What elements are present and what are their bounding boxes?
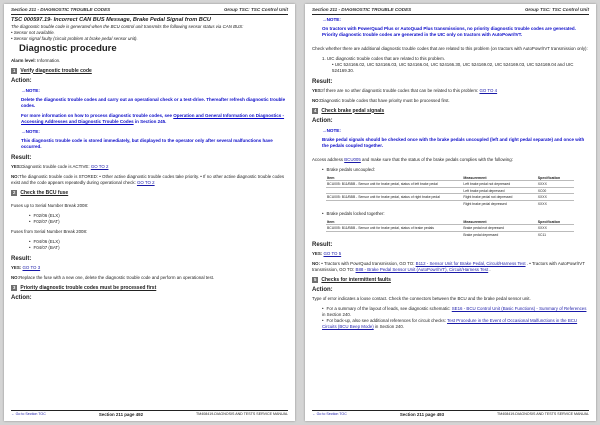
- no-result: [11, 174, 288, 186]
- fuse-list: [11, 239, 288, 251]
- no-text: . • Tractors with AutoPowr/IVT transmission, GO TO:: [312, 260, 585, 272]
- list-subitem: • UIC 524166.02, UIC 524166.03, UIC 524166.04, UIC 524166.30, UIC 524169.02, UIC 524169.03, UIC 524169.04 and UIC 524169.30.: [332, 61, 574, 73]
- table-row: [326, 194, 574, 201]
- error-type-text: Type of error indicates a loose contact. Check the connectors between the BCU and the brake pedal sensor unit.: [312, 295, 531, 301]
- note-text-part: For more information on how to process diagnostic trouble codes, see: [21, 112, 174, 118]
- result-label: Result:: [11, 154, 32, 161]
- note-label: →NOTE:: [21, 128, 40, 134]
- step-number: 1: [13, 67, 16, 73]
- note-box: [11, 88, 288, 150]
- table-row: [326, 181, 574, 188]
- column-header: Item: [327, 219, 335, 224]
- fuse-list: [11, 213, 288, 225]
- list-item: • F02/07 (BAT): [29, 219, 288, 225]
- alarm-label: Alarm level:: [11, 57, 36, 63]
- table-cell: Brake pedal depressed: [462, 232, 536, 238]
- step-number: 4: [314, 107, 317, 113]
- list-item: [322, 306, 589, 318]
- yes-label: YES:: [312, 250, 323, 256]
- diagnostics-info-link[interactable]: Operation and General Information on Diagnostics - Accessing Addresses and Diagnostic Trouble Codes: [21, 112, 285, 124]
- table-cell: XXXX: [537, 194, 574, 201]
- table-cell: XXXX: [537, 225, 574, 232]
- page-header: [11, 7, 288, 15]
- tsc-title: TSC 000597.19- Incorrect CAN BUS Message, Brake Pedal Signal from BCU: [11, 16, 211, 23]
- table-cell: [326, 232, 462, 238]
- table-cell: XC11: [537, 232, 574, 238]
- goto-5-link[interactable]: GO TO 5: [323, 250, 342, 256]
- result-label: Result:: [11, 256, 32, 263]
- note-text: This diagnostic trouble code is stored immediately, but displayed to the operator only after several malfunctions have occurred.: [21, 137, 273, 149]
- goto-3-link[interactable]: GO TO 3: [22, 265, 41, 271]
- no-label: NO:: [11, 275, 20, 281]
- step-title: Verify diagnostic trouble code: [20, 67, 92, 74]
- result-label: Result:: [312, 241, 333, 248]
- table-row: [326, 232, 574, 238]
- yes-text: Diagnostic trouble code is ACTIVE:: [21, 163, 91, 169]
- list-item: • Brake pedals uncoupled:: [322, 167, 589, 173]
- left-page: [4, 4, 295, 421]
- step-2-heading: [11, 190, 288, 196]
- step-number: 5: [314, 276, 317, 282]
- no-text: Diagnostic trouble codes that have priority must be processed first.: [320, 97, 450, 103]
- list-text: in Section 240.: [373, 324, 405, 330]
- header-group: Group TSC: TSC Control Unit: [223, 7, 288, 12]
- section-toc-link[interactable]: ← Go to Section TOC: [312, 412, 347, 416]
- column-header: Measurement: [463, 219, 487, 224]
- bcu005-link[interactable]: BCU005: [344, 156, 361, 162]
- note-box: [312, 128, 589, 149]
- no-result: [11, 275, 288, 281]
- column-header: Specification: [537, 219, 561, 224]
- table-cell: XXXX: [537, 201, 574, 207]
- page-footer: [11, 410, 288, 418]
- note-label: →NOTE:: [322, 127, 341, 133]
- goto-2-link[interactable]: GO TO 2: [136, 179, 155, 185]
- no-text: .: [488, 266, 491, 272]
- step-title: Check the BCU fuse: [20, 189, 69, 196]
- beep-mode-test-link[interactable]: Test Procedure in the Event of Occasional Malfunctions in the BCU Circuits (BCU Beep Mode): [322, 318, 578, 330]
- no-label: NO:: [312, 97, 321, 103]
- page-footer: [312, 410, 589, 418]
- header-section: Section 211 - DIAGNOSTIC TROUBLE CODES: [11, 7, 111, 12]
- table-cell: Left brake pedal not depressed: [462, 181, 536, 188]
- alarm-value: Information.: [37, 57, 61, 63]
- no-label: NO:: [11, 173, 20, 179]
- header-group: Group TSC: TSC Control Unit: [524, 7, 589, 12]
- se16-schematic-link[interactable]: SE16 - BCU Control Unit (Basic Functions) - Summary of References: [451, 305, 587, 311]
- note-text: Brake pedal signals should be checked once with the brake pedals uncoupled (left and right pedal separate) and once with the pedals coupled together.: [322, 136, 585, 148]
- fuses-up-label: Fuses up to Serial Number Break 2008:: [11, 202, 89, 208]
- column-header: Item: [327, 175, 335, 180]
- b112-test-link[interactable]: B112 - Sensor Unit for Brake Pedal, Circuit/Harness Test: [415, 260, 526, 266]
- action-label: Action:: [11, 77, 32, 84]
- table-row: [326, 201, 574, 207]
- right-page: [305, 4, 596, 421]
- no-text: Replace the fuse with a new one, delete the diagnostic trouble code and perform an operational test.: [19, 275, 215, 281]
- header-section: Section 211 - DIAGNOSTIC TROUBLE CODES: [312, 7, 412, 12]
- table-cell: Brake pedal not depressed: [462, 225, 536, 232]
- b88-test-link[interactable]: B88 - Brake Pedal Sensor Unit (AutoPowr/IVT), Circuit/Harness Test: [355, 266, 489, 272]
- yes-label: YES:: [11, 163, 22, 169]
- result-label: Result:: [312, 78, 333, 85]
- yes-label: YES:: [11, 265, 22, 271]
- fuses-from-label: Fuses from Serial Number Break 2008:: [11, 228, 88, 234]
- step-title: Checks for intermittent faults: [321, 276, 391, 283]
- table-row: [326, 225, 574, 232]
- intro-line: • Sensor signal faulty (circuit problem at brake pedal sensor unit).: [11, 35, 138, 41]
- table-cell: XXXX: [537, 181, 574, 188]
- access-text-part: and make sure that the status of the brake pedals complies with the following:: [360, 156, 513, 162]
- manual-name: TM408419-DIAGNOSIS AND TESTS SERVICE MANUAL: [497, 412, 589, 416]
- step-number: 2: [13, 189, 16, 195]
- spec-table-uncoupled: [326, 175, 574, 207]
- no-result: [312, 98, 589, 104]
- list-text: For a summary of the layout of leads, see diagnostic schematic:: [326, 305, 452, 311]
- step-title: Priority diagnostic trouble codes must be processed first: [20, 285, 157, 292]
- table-cell: Right brake pedal not depressed: [462, 194, 536, 201]
- list-item: 1. UIC diagnostic trouble codes that are related to this problem.: [322, 55, 446, 61]
- no-result: NO: • Tractors with PowrQuad transmission, GO TO: B112 - Sensor Unit for Brake Pedal, Circuit/Harness Test . • Tractors with AutoPowr/IVT transmission, GO TO: B88 - Brake Pedal Sensor Unit (AutoPowr/IVT), Circuit/Harness Test .: [312, 260, 585, 272]
- list-text: For back-up, also see additional references for circuit checks:: [326, 318, 448, 324]
- section-toc-link[interactable]: ← Go to Section TOC: [11, 412, 46, 416]
- alarm-level: [11, 58, 288, 64]
- page-number: Section 211 page 492: [98, 412, 144, 417]
- note-box: [312, 17, 589, 38]
- step-3-heading: [11, 285, 288, 291]
- list-item: • F02/06 (ELX): [29, 213, 288, 219]
- list-text: in Section 240.: [322, 311, 352, 317]
- table-cell: [326, 201, 462, 207]
- note-text: [21, 113, 288, 125]
- manual-name: TM408419-DIAGNOSIS AND TESTS SERVICE MANUAL: [196, 412, 288, 416]
- action-label: Action:: [11, 295, 32, 302]
- step-5-heading: [312, 277, 589, 283]
- goto-4-link[interactable]: GO TO 4: [479, 87, 498, 93]
- note-label: →NOTE:: [322, 16, 341, 22]
- table-cell: Right brake pedal depressed: [462, 201, 536, 207]
- access-text-part: Access address: [312, 156, 345, 162]
- check-text: Check whether there are additional diagnostic trouble codes that are related to this problem (on tractors with AutoPowr/IVT transmission only):: [312, 45, 588, 51]
- column-header: Specification: [537, 175, 561, 180]
- note-text: On tractors with PowerQuad Plus or AutoQuad Plus transmissions, no priority diagnostic trouble codes are generated. Priority diagnostic trouble codes are generated in the UIC only on tractors with AutoPowr/IVT.: [322, 25, 576, 37]
- list-item: • F04/06 (ELX): [29, 239, 288, 245]
- note-text: Delete the diagnostic trouble codes and carry out an operational check or a test-drive. Thereafter refresh diagnostic trouble codes.: [21, 96, 286, 108]
- yes-text: If there are no other diagnostic trouble codes that can be related to this problem:: [322, 87, 480, 93]
- table-cell: BCU005: B11/BBB - Sensor unit for brake pedal, status of left brake pedal: [326, 181, 462, 188]
- table-cell: XC00: [537, 187, 574, 194]
- list-item: • F04/07 (BAT): [29, 245, 288, 251]
- page-number: Section 211 page 493: [399, 412, 445, 417]
- no-text: Tractors with PowrQuad transmission, GO TO:: [323, 260, 416, 266]
- procedure-heading: Diagnostic procedure: [19, 42, 117, 54]
- goto-2-link[interactable]: GO TO 2: [90, 163, 109, 169]
- intro-line: The diagnostic trouble code is generated when the BCU control unit transmits the following sensor status via CAN BUS:: [11, 23, 244, 29]
- table-cell: BCU005: B11/BBB - Sensor unit for brake pedal, status of brake pedals: [326, 225, 462, 232]
- note-text-part: in Section 245.: [133, 118, 167, 124]
- list-item: • Brake pedals locked together:: [322, 211, 589, 217]
- table-cell: BCU005: B11/BBB - Sensor unit for brake pedal, status of right brake pedal: [326, 194, 462, 201]
- spec-table-coupled: [326, 219, 574, 238]
- step-number: 3: [13, 285, 16, 291]
- reference-list: [312, 306, 589, 331]
- no-label: NO:: [312, 260, 321, 266]
- action-label: Action:: [312, 286, 333, 293]
- related-codes-list: [312, 56, 589, 74]
- step-title: Check brake pedal signals: [321, 107, 385, 114]
- table-cell: Left brake pedal depressed: [462, 187, 536, 194]
- yes-label: YES:: [312, 87, 323, 93]
- intro-line: • Sensor not available.: [11, 29, 55, 35]
- action-label: Action:: [312, 117, 333, 124]
- uncoupled-label: [312, 167, 589, 173]
- coupled-label: [312, 211, 589, 217]
- list-item: [322, 318, 589, 330]
- no-text: The diagnostic trouble code is STORED: • Other active diagnostic trouble codes take priority. • If no other active diagnostic trouble codes exist and the code appears repeatedly during operational check:: [11, 173, 285, 185]
- page-header: [312, 7, 589, 15]
- table-row: [326, 187, 574, 194]
- note-label: →NOTE:: [21, 87, 40, 93]
- column-header: Measurement: [463, 175, 487, 180]
- step-4-heading: [312, 108, 589, 114]
- table-cell: [326, 187, 462, 194]
- step-1-heading: [11, 68, 288, 74]
